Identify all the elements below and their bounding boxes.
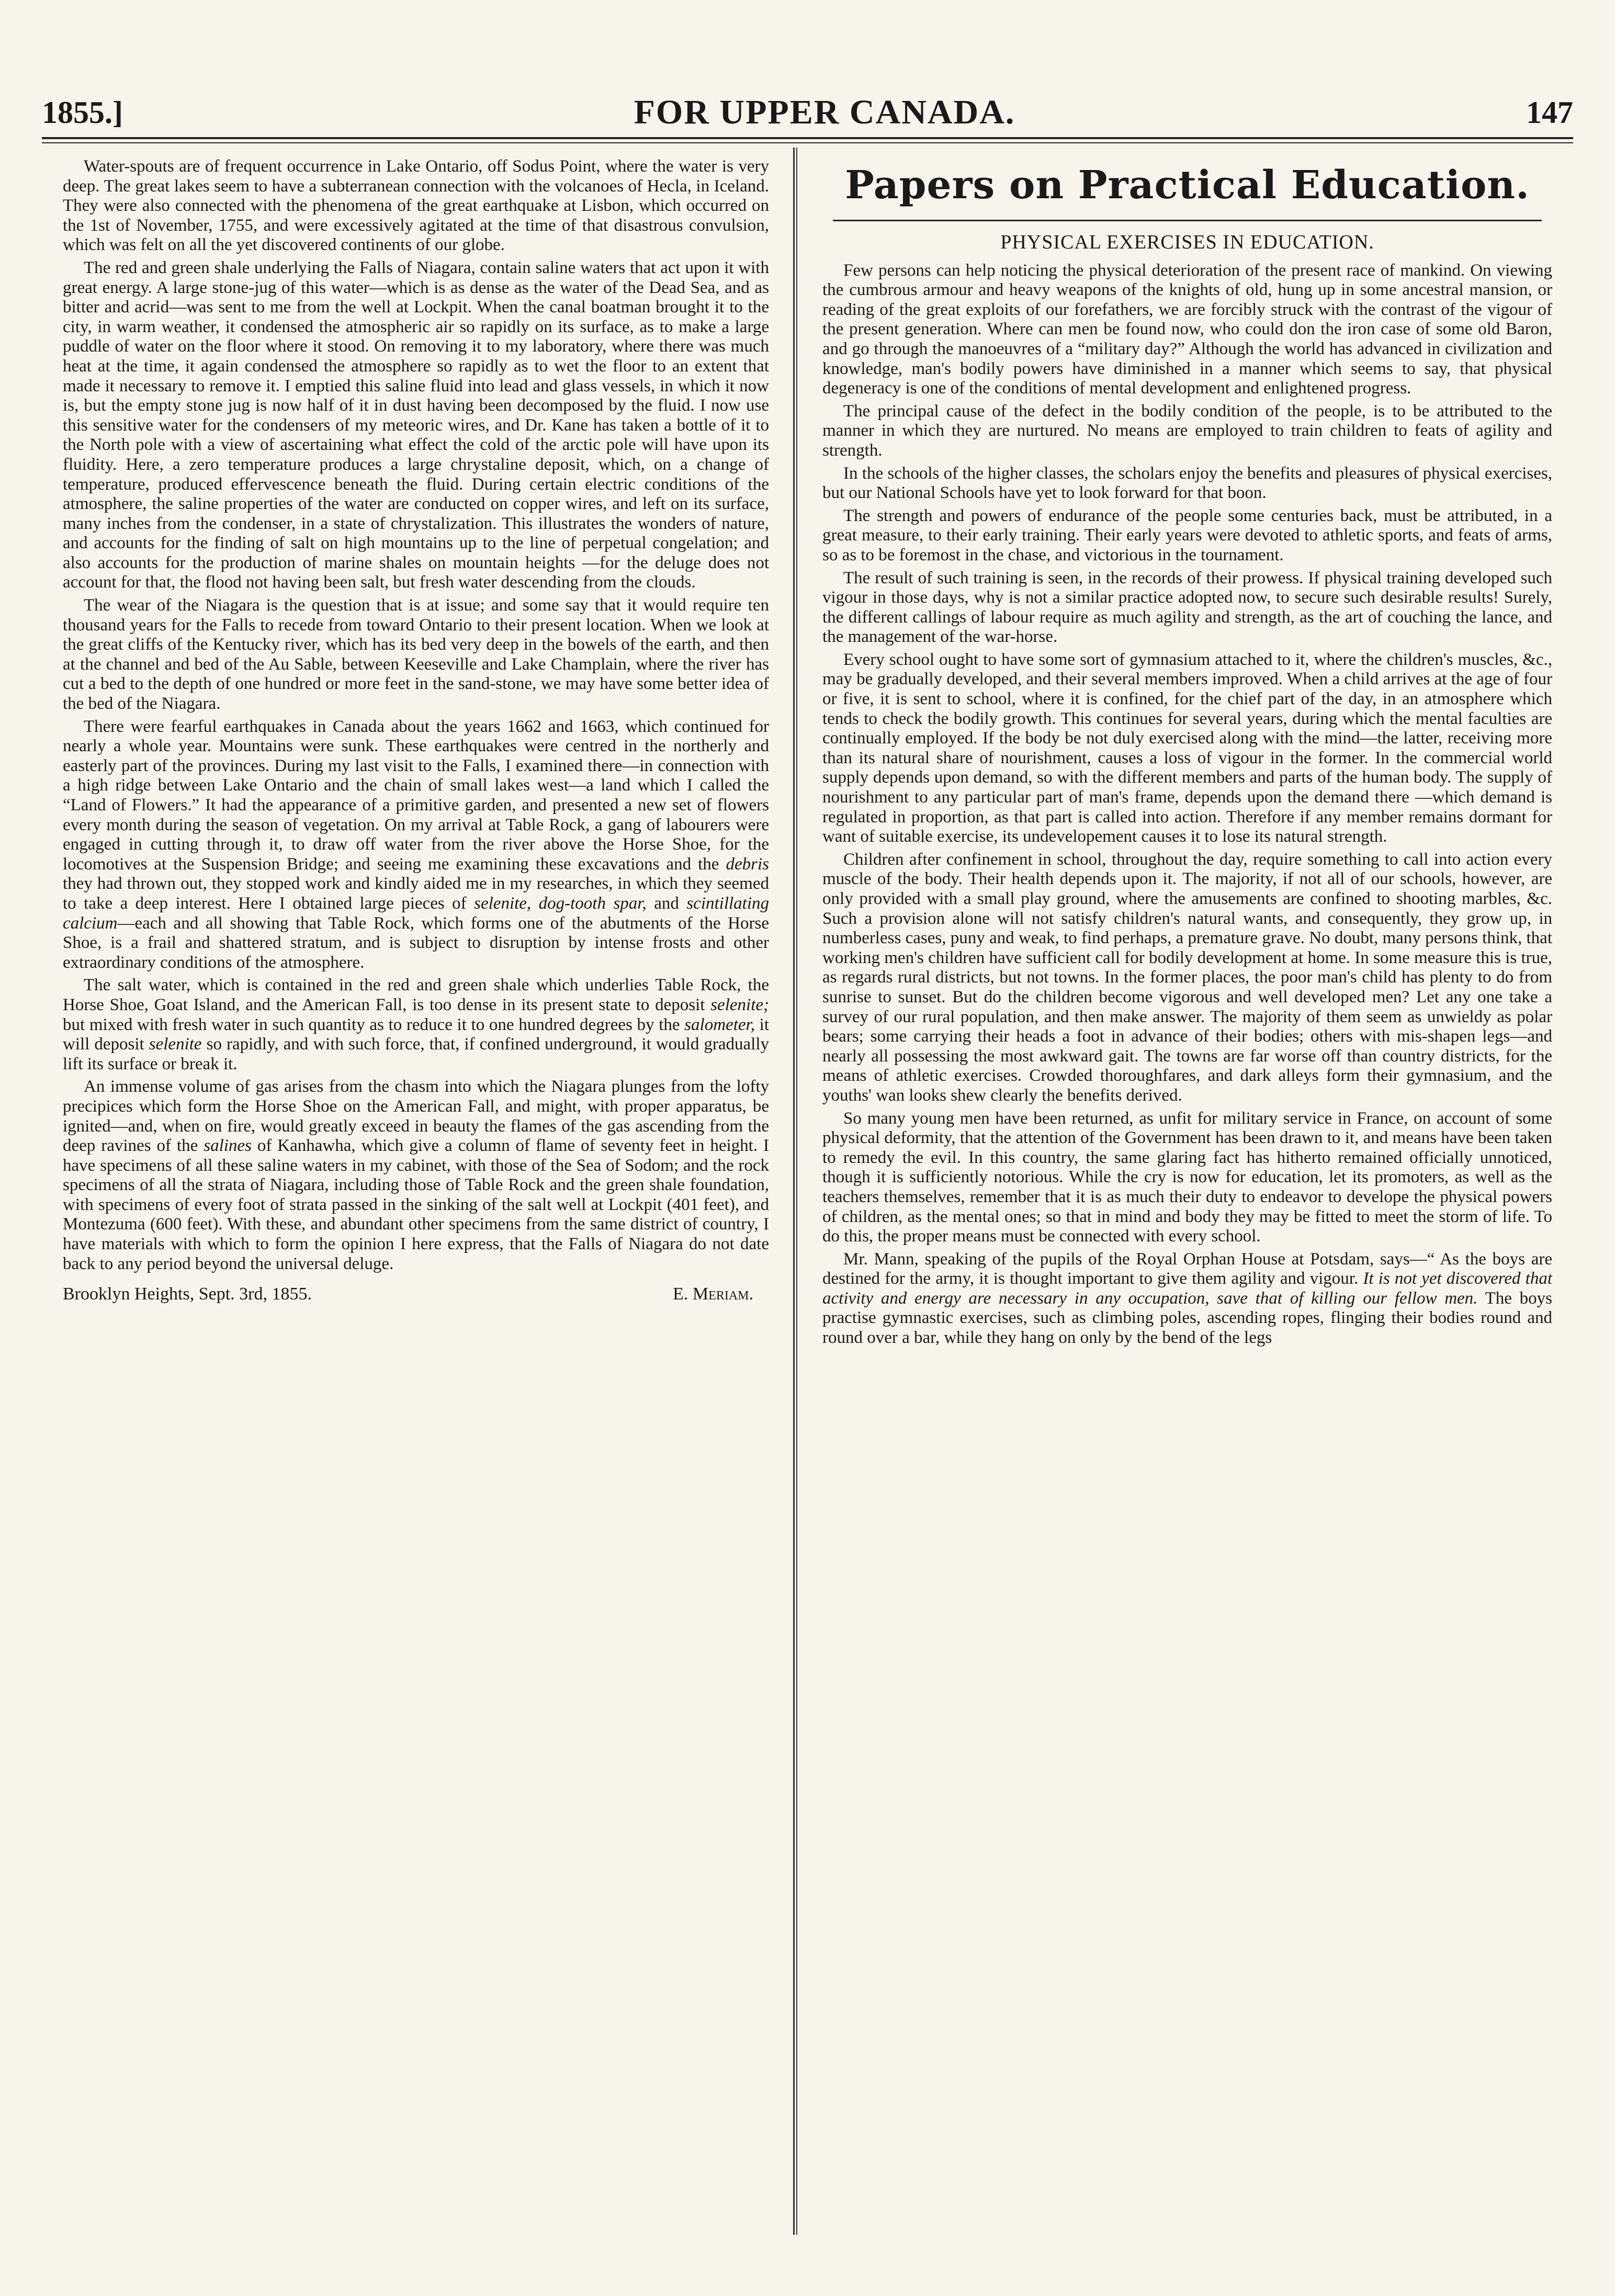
italic-quote: It is not yet discovered that activity and energy are necessary in any occupation, save that of killing our fellow men. xyxy=(822,1269,1552,1308)
signature-place-date: Brooklyn Heights, Sept. 3rd, 1855. xyxy=(63,1284,312,1304)
italic-term: selenite; xyxy=(710,995,769,1014)
signature-line xyxy=(63,1284,769,1304)
paragraph xyxy=(63,1077,769,1274)
text-run: Mr. Mann, speaking of the pupils of the Royal Orphan House at Potsdam, says—“ As the boys are destined for the army, it is thought important to give them agility and vigour. xyxy=(822,1249,1552,1288)
italic-term: scintillating calcium xyxy=(63,893,769,933)
text-run: they had thrown out, they stopped work and kindly aided me in my researches, in which they seemed to take a deep interest. Here I obtained large pieces of xyxy=(63,874,769,913)
header-year: 1855.] xyxy=(42,95,123,130)
paragraph: So many young men have been returned, as unfit for military service in France, on account of some physical deformity, that the attention of the Government has been drawn to it, and means have been taken to remedy the evil. In this country, the same glaring fact has hitherto remained officially unnoticed, though it is sufficiently notorious. While the cry is now for education, let its promoters, as well as the teachers themselves, remember that it is as much their duty to endeavor to develope the physical powers of children, as the mental ones; so that in mind and body they may be fitted to meet the storm of life. To do this, the proper means must be connected with every school. xyxy=(822,1109,1552,1246)
italic-term: salines xyxy=(204,1136,252,1156)
text-run: but mixed with fresh water in such quantity as to reduce it to one hundred degrees by the xyxy=(63,1015,685,1034)
italic-term: debris xyxy=(726,854,769,874)
italic-term: salometer, xyxy=(684,1015,755,1034)
text-run: it will deposit xyxy=(63,1015,769,1054)
text-run: The salt water, which is contained in the red and green shale which underlies Table Rock, the Horse Shoe, Goat Island, and the American Fall, is too dense in its present state to deposit xyxy=(63,976,769,1014)
article-title: PHYSICAL EXERCISES IN EDUCATION. xyxy=(1000,231,1374,253)
header-rule-thin xyxy=(42,142,1573,143)
header-rule xyxy=(42,137,1573,139)
paragraph: The strength and powers of endurance of the people some centuries back, must be attributed, in a great measure, to their early training. Their early years were devoted to athletic sports, and feats of arms, so as to be foremost in the chase, and victorious in the tournament. xyxy=(822,506,1552,564)
signature-author: E. Meriam. xyxy=(673,1284,753,1304)
paragraph: Children after confinement in school, throughout the day, require something to call into action every muscle of the body. Their health depends upon it. The majority, if not all of our schools, however, are only provided with a small play ground, where the amusements are confined to shooting marbles, &c. Such a provision alone will not satisfy children's natural wants, and consequently, they grow up, in numberless cases, puny and weak, to find perhaps, a premature grave. No doubt, many persons think, that working men's children have sufficient call for bodily development at home. In some measure this is true, as regards rural districts, but not towns. In the former places, the poor man's child has plenty to do from sunrise to sunset. But do the children become vigorous and well developed men? Let any one take a survey of our rural population, and then make answer. The majority of them seem as unwieldy as polar bears; some carrying their heads a foot in advance of their bodies; others with mis-shapen legs—and nearly all possessing the most awkward gait. The towns are far worse off than country districts, for the means of athletic exercises. Crowded thoroughfares, and dark alleys form their gymnasium, and the youths' wan looks shew clearly the benefits derived. xyxy=(822,850,1552,1105)
section-title: Papers on Practical Education. xyxy=(845,163,1530,208)
text-run: —each and all showing that Table Rock, which forms one of the abutments of the Horse Shoe, is a frail and shattered stratum, and is subject to disruption by intense frosts and other extraordinary conditions of the atmosphere. xyxy=(63,913,769,972)
right-column xyxy=(822,157,1552,2270)
text-run: so rapidly, and with such force, that, if confined underground, it would gradually lift its surface or break it. xyxy=(63,1035,769,1073)
paragraph xyxy=(822,1250,1552,1348)
paragraph: Few persons can help noticing the physical deterioration of the present race of mankind. On viewing the cumbrous armour and heavy weapons of the knights of old, hung up in some ancestral mansion, or reading of the great exploits of our forefathers, we are forcibly struck with the contrast of the vigour of the present generation. Where can men be found now, who could don the iron case of some old Baron, and go through the manoeuvres of a “military day?” Although the world has advanced in civilization and knowledge, man's bodily powers have diminished in a manner which seems to say, that physical degeneracy is one of the conditions of mental development and enlightened progress. xyxy=(822,261,1552,398)
column-divider-thin xyxy=(796,148,797,2235)
paragraph: The result of such training is seen, in the records of their prowess. If physical training developed such vigour in those days, why is not a similar practice adopted now, to secure such desirable results! Surely, the different callings of labour require as much agility and strength, as the art of couching the lance, and the management of the war-horse. xyxy=(822,568,1552,647)
page-number: 147 xyxy=(1526,95,1573,130)
text-run: and xyxy=(646,893,687,913)
paragraph: The principal cause of the defect in the bodily condition of the people, is to be attributed to the manner in which they are nurtured. No means are employed to train children to feats of agility and strength. xyxy=(822,401,1552,460)
header-running-title: FOR UPPER CANADA. xyxy=(634,93,1015,131)
paragraph: Water-spouts are of frequent occurrence in Lake Ontario, off Sodus Point, where the water is very deep. The great lakes seem to have a subterranean connection with the volcanoes of Hecla, in Iceland. They were also connected with the phenomena of the great earthquake at Lisbon, which occurred on the 1st of November, 1755, and were excessively agitated at the time of that disastrous convulsion, which was felt on all the yet discovered continents of our globe. xyxy=(63,157,769,255)
text-run: of Kanhawha, which give a column of flame of seventy feet in height. I have specimens of all these saline waters in my cabinet, with those of the Sea of Sodom; and the rock specimens of all the strata of Niagara, including those of Table Rock and the green shale foundation, with specimens of every foot of strata passed in the sinking of the salt well at Lockpit (401 feet), and Montezuma (600 feet). With these, and abundant other specimens from the same district of country, I have materials with which to form the opinion I here express, that the Falls of Niagara do not date back to any period beyond the universal deluge. xyxy=(63,1136,769,1273)
column-divider xyxy=(793,148,795,2235)
text-run: There were fearful earthquakes in Canada about the years 1662 and 1663, which continued for nearly a whole year. Mountains were sunk. These earthquakes were centred in the northerly and easterly part of the provinces. During my last visit to the Falls, I examined there—in connection with a high ridge between Lake Ontario and the chain of small lakes west—a land which I called the “Land of Flowers.” It had the appearance of a primitive garden, and presented a new set of flowers every month during the season of vegetation. On my arrival at Table Rock, a gang of labourers were engaged in cutting through it, to draw off water from the river above the Horse Shoe, for the locomotives at the Suspension Bridge; and seeing me examining these excavations and the xyxy=(63,717,769,874)
paragraph: In the schools of the higher classes, the scholars enjoy the benefits and pleasures of physical exercises, but our National Schools have yet to look forward for that boon. xyxy=(822,463,1552,503)
paragraph xyxy=(63,717,769,973)
italic-term: selenite xyxy=(149,1035,202,1054)
text-run: An immense volume of gas arises from the chasm into which the Niagara plunges from the lofty precipices which form the Horse Shoe on the American Fall, and might, with proper apparatus, be ignited—and, when on fire, would greatly exceed in beauty the flames of the gas ascending from the deep ravines of the xyxy=(63,1077,769,1156)
section-rule xyxy=(833,220,1542,221)
paragraph xyxy=(63,976,769,1074)
running-head xyxy=(42,89,1573,136)
text-run: The boys practise gymnastic exercises, such as climbing poles, ascending ropes, flinging their bodies round and round over a bar, while they hang on only by the bend of the legs xyxy=(822,1288,1552,1348)
paragraph: The wear of the Niagara is the question that is at issue; and some say that it would require ten thousand years for the Falls to recede from toward Ontario to their present location. When we look at the great cliffs of the Kentucky river, which has its bed very deep in the bowels of the earth, and then at the channel and bed of the Au Sable, between Keeseville and Lake Champlain, where the river has cut a bed to the depth of one hundred or more feet in the sand-stone, we may have some better idea of the bed of the Niagara. xyxy=(63,596,769,714)
paragraph: The red and green shale underlying the Falls of Niagara, contain saline waters that act upon it with great energy. A large stone-jug of this water—which is as dense as the water of the Dead Sea, and as bitter and acrid—was sent to me from the well at Lockpit. When the canal boatman brought it to the city, in warm weather, it condensed the atmospheric air so rapidly on its surface, as to make a large puddle of water on the floor where it stood. On removing it to my laboratory, where there was much heat at the time, it again condensed the atmosphere so rapidly as to wet the floor to an extent that made it necessary to remove it. I emptied this saline fluid into lead and glass vessels, in which it now is, but the empty stone jug is now half of it in dust having been decomposed by the fluid. I now use this sensitive water for the condensers of my meteoric wires, and Dr. Kane has taken a bottle of it to the North pole with a view of ascertaining what effect the cold of the arctic pole will have upon its fluidity. Here, a zero temperature produces a large chrystaline deposit, which, on a change of temperature, produced effervescence beneath the fluid. During certain electric conditions of the atmosphere, the saline properties of the water are conducted on copper wires, and left on its surface, many inches from the condenser, in a state of chrystalization. This illustrates the wonders of nature, and accounts for the finding of salt on high mountains up to the line of perpetual congelation; and also accounts for the production of marine shales on mountain heights —for the deluge does not account for that, the flood not having been salt, but fresh water descending from the clouds. xyxy=(63,258,769,592)
left-column xyxy=(63,157,769,2270)
italic-term: selenite, dog-tooth spar, xyxy=(474,893,647,913)
paragraph: Every school ought to have some sort of gymnasium attached to it, where the children's muscles, &c., may be gradually developed, and their several members improved. When a child arrives at the age of four or five, it is sent to school, where it is confined, for the chief part of the day, in an atmosphere which tends to check the bodily growth. This continues for several years, during which the mental faculties are continually employed. If the body be not duly exercised along with the mind—the latter, receiving more than its natural share of nourishment, causes a loss of vigour in the former. In the commercial world supply depends upon demand, so with the different members and parts of the human body. The supply of nourishment to any particular part of man's frame, depends upon the demand there —which demand is regulated in proportion, as that part is called into action. Therefore if any member remains dormant for want of suitable exercise, its undevelopement causes it to lose its natural strength. xyxy=(822,650,1552,846)
